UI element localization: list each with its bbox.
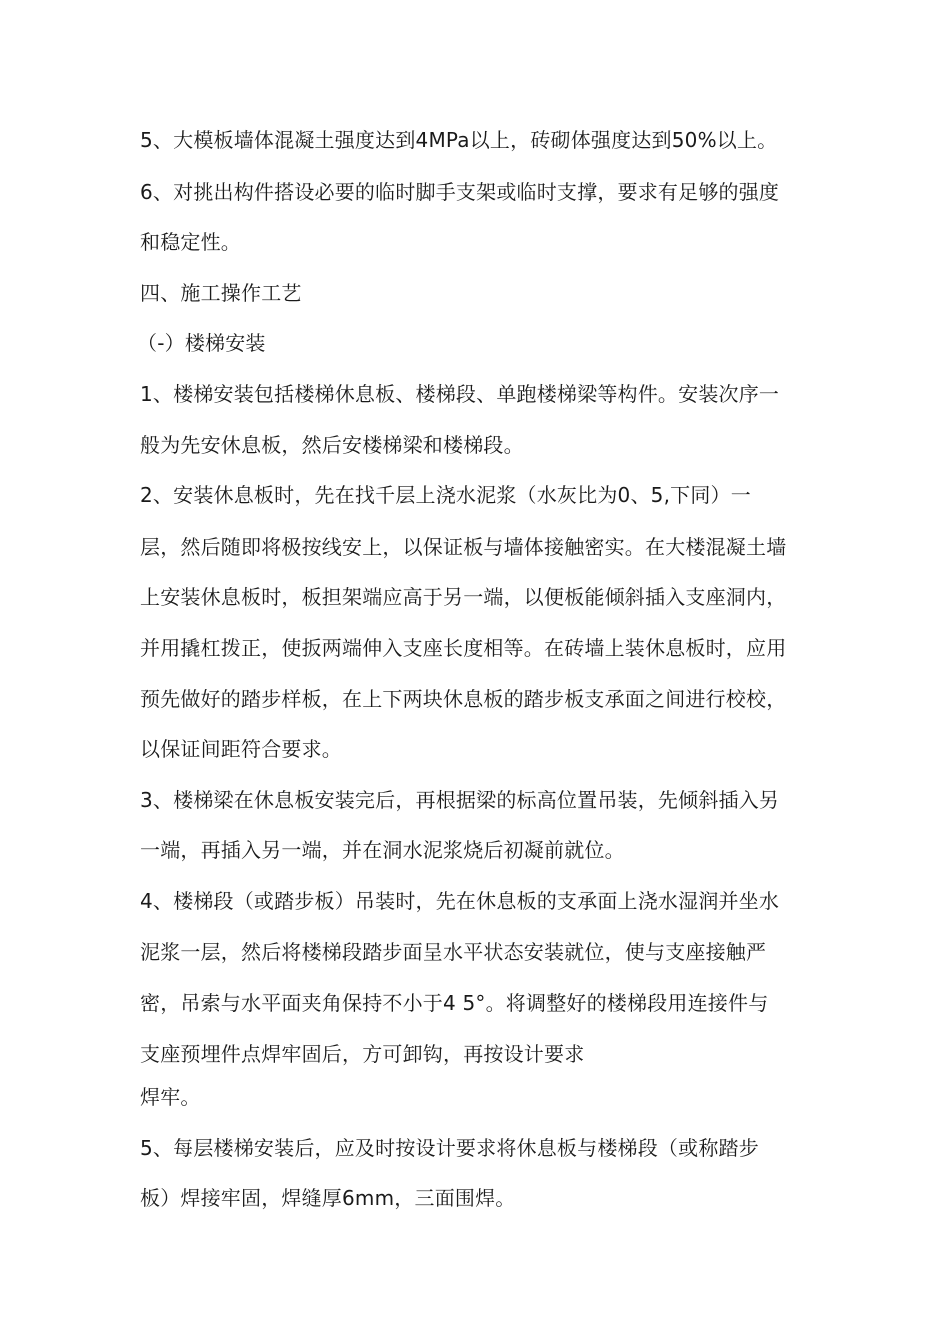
- text-line-9: 层，然后随即将极按线安上，以保证板与墙体接触密实。在大楼混凝土墙: [140, 535, 787, 559]
- text-line-20: 焊牢。: [140, 1085, 201, 1109]
- text-line-1: 5、大模板墙体混凝土强度达到4MPa以上，砖砌体强度达到50%以上。: [140, 128, 778, 152]
- text-line-16: 4、楼梯段（或踏步板）吊装时，先在休息板的支承面上浇水湿润并坐水: [140, 889, 780, 913]
- text-line-10: 上安装休息板时，板担架端应高于另一端，以便板能倾斜插入支座洞内，: [140, 585, 787, 609]
- text-line-13: 以保证间距符合要求。: [140, 737, 342, 761]
- section-heading: 四、施工操作工艺: [140, 281, 302, 305]
- text-line-17: 泥浆一层，然后将楼梯段踏步面呈水平状态安装就位，使与支座接触严: [140, 940, 767, 964]
- text-line-21: 5、每层楼梯安装后，应及时按设计要求将休息板与楼梯段（或称踏步: [140, 1136, 759, 1160]
- text-line-12: 预先做好的踏步样板，在上下两块休息板的踏步板支承面之间进行校校，: [140, 687, 787, 711]
- text-line-6: 1、楼梯安装包括楼梯休息板、楼梯段、单跑楼梯梁等构件。安装次序一: [140, 382, 780, 406]
- text-line-2: 6、对挑出构件搭设必要的临时脚手支架或临时支撑，要求有足够的强度: [140, 180, 780, 204]
- text-line-15: 一端，再插入另一端，并在洞水泥浆烧后初凝前就位。: [140, 838, 625, 862]
- text-line-19: 支座预埋件点焊牢固后，方可卸钩，再按设计要求: [140, 1042, 585, 1066]
- text-line-14: 3、楼梯梁在休息板安装完后，再根据梁的标高位置吊装，先倾斜插入另: [140, 788, 780, 812]
- text-line-3: 和稳定性。: [140, 230, 241, 254]
- text-line-11: 并用撬杠拨正，使扳两端伸入支座长度相等。在砖墙上装休息板时，应用: [140, 636, 787, 660]
- text-line-7: 般为先安休息板，然后安楼梯梁和楼梯段。: [140, 433, 524, 457]
- subsection-heading: （-）楼梯安装: [137, 331, 266, 355]
- text-line-18: 密，吊索与水平面夹角保持不小于4 5°。将调整好的楼梯段用连接件与: [140, 991, 769, 1015]
- text-line-8: 2、安装休息板时，先在找千层上浇水泥浆（水灰比为0、5,下同）一: [140, 483, 751, 507]
- text-line-22: 板）焊接牢固，焊缝厚6mm，三面围焊。: [140, 1186, 516, 1210]
